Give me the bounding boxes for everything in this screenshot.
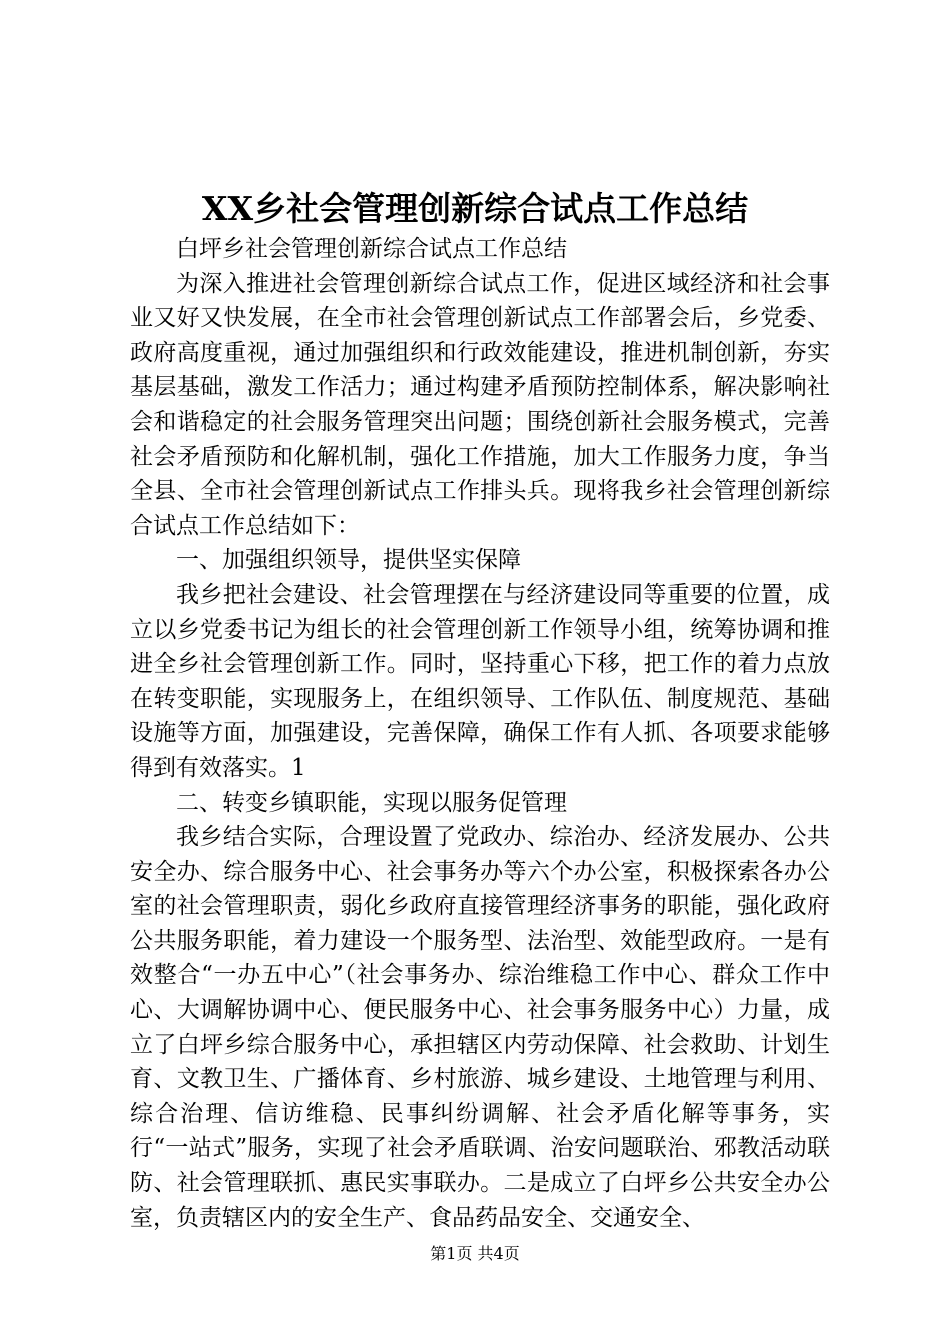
document-title: XX乡社会管理创新综合试点工作总结 (201, 189, 749, 228)
section-heading-1: 一、加强组织领导，提供坚实保障 (176, 547, 521, 574)
page-number-footer: 第1页 共4页 (430, 1244, 520, 1263)
document-body (130, 232, 830, 1235)
paragraph-intro: 为深入推进社会管理创新综合试点工作，促进区域经济和社会事业又好又快发展，在全市社会管理创新试点工作部署会后，乡党委、政府高度重视，通过加强组织和行政效能建设，推进机制创新，夯实基层基础，激发工作活力；通过构建矛盾预防控制体系，解决影响社会和谐稳定的社会服务管理突出问题；围绕创新社会服务模式，完善社会矛盾预防和化解机制，强化工作措施，加大工作服务力度，争当全县、全市社会管理创新试点工作排头兵。现将我乡社会管理创新综合试点工作总结如下： (130, 270, 830, 539)
paragraph-subtitle: 白坪乡社会管理创新综合试点工作总结 (176, 236, 567, 262)
paragraph-section-1: 我乡把社会建设、社会管理摆在与经济建设同等重要的位置，成立以乡党委书记为组长的社会管理创新工作领导小组，统筹协调和推进全乡社会管理创新工作。同时，坚持重心下移，把工作的着力点放在转变职能，实现服务上，在组织领导、工作队伍、制度规范、基础设施等方面，加强建设，完善保障，确保工作有人抓、各项要求能够得到有效落实。1 (130, 581, 830, 781)
paragraph-section-2: 我乡结合实际，合理设置了党政办、综治办、经济发展办、公共安全办、综合服务中心、社会事务办等六个办公室，积极探索各办公室的社会管理职责，弱化乡政府直接管理经济事务的职能，强化政府公共服务职能，着力建设一个服务型、法治型、效能型政府。一是有效整合“一办五中心”（社会事务办、综治维稳工作中心、群众工作中心、大调解协调中心、便民服务中心、社会事务服务中心）力量，成立了白坪乡综合服务中心，承担辖区内劳动保障、社会救助、计划生育、文教卫生、广播体育、乡村旅游、城乡建设、土地管理与利用、综合治理、信访维稳、民事纠纷调解、社会矛盾化解等事务，实行“一站式”服务，实现了社会矛盾联调、治安问题联治、邪教活动联防、社会管理联抓、惠民实事联办。二是成立了白坪乡公共安全办公室，负责辖区内的安全生产、食品药品安全、交通安全、 (130, 824, 830, 1231)
section-heading-2: 二、转变乡镇职能，实现以服务促管理 (176, 789, 567, 816)
